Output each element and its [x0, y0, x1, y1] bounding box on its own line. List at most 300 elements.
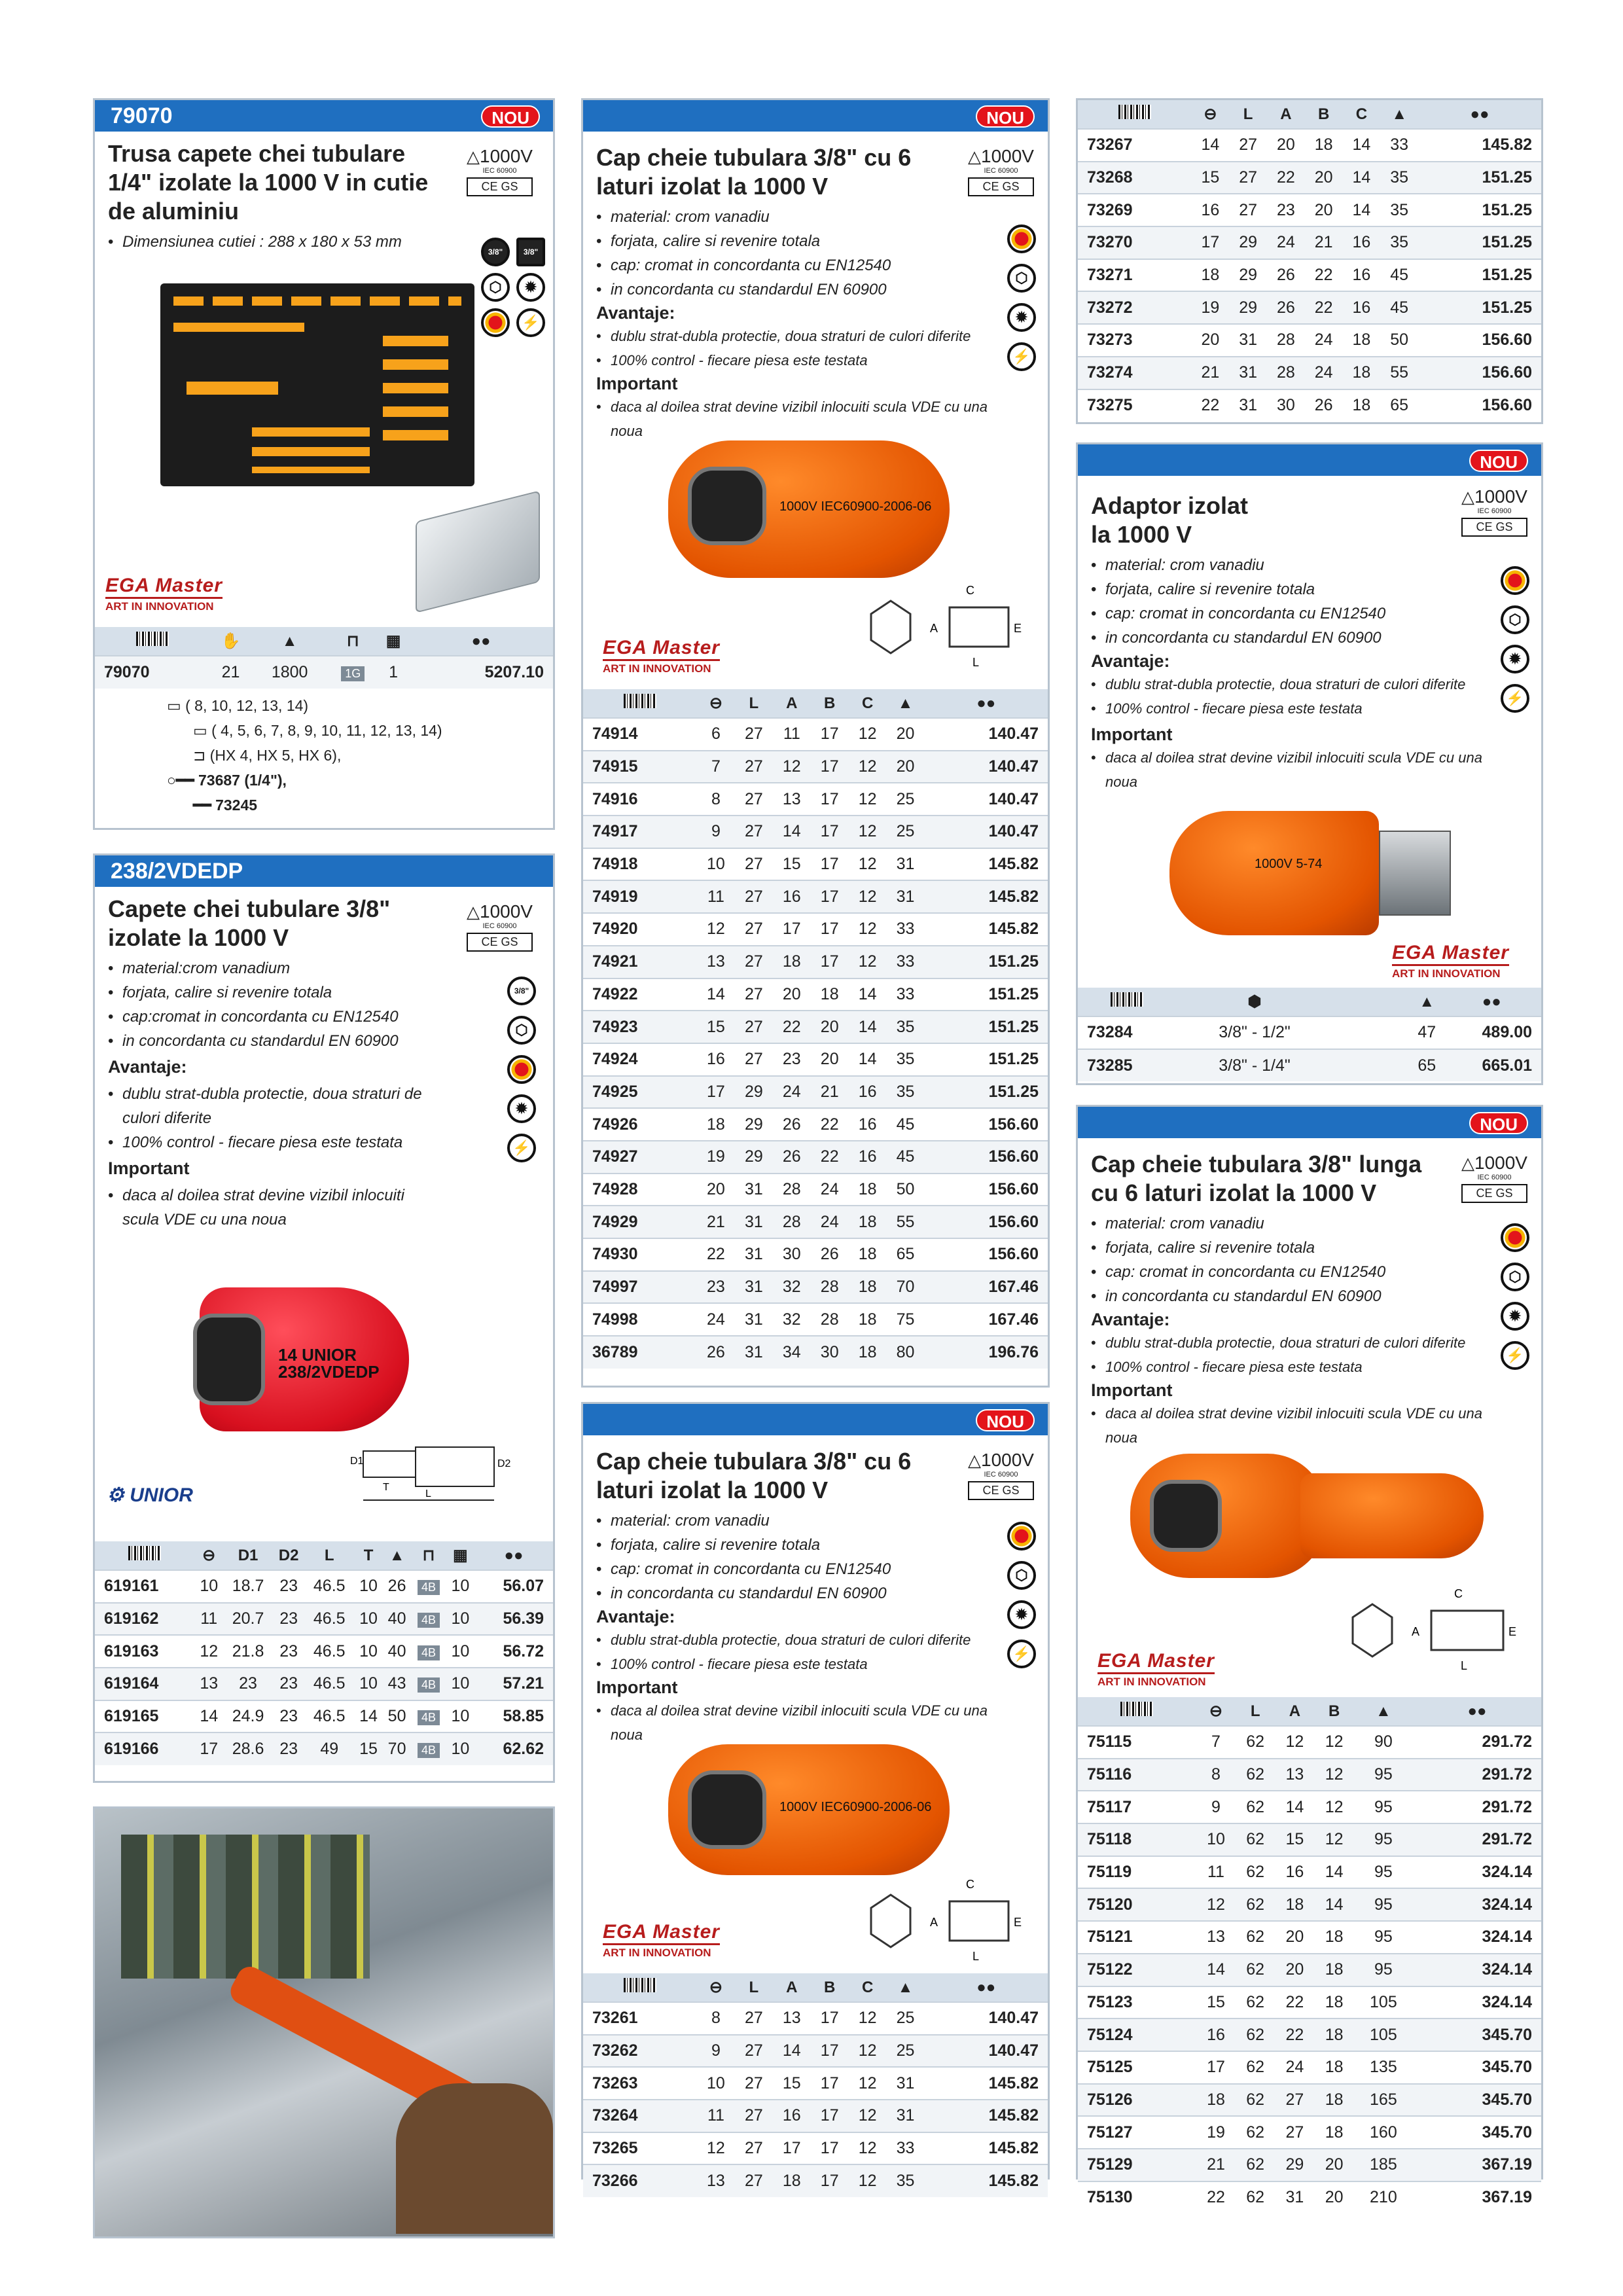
important-list	[583, 395, 1015, 443]
table-cell: 22	[1305, 291, 1343, 324]
table-cell: 26	[773, 1108, 811, 1141]
table-cell: 24	[1305, 324, 1343, 357]
double-layer-icon	[1501, 1223, 1529, 1252]
table-cell: 62	[1236, 1954, 1275, 1986]
table-cell: 23	[773, 1043, 811, 1076]
table-cell: 28	[773, 1206, 811, 1238]
list-item: ▭ ( 4, 5, 6, 7, 8, 9, 10, 11, 12, 13, 14)	[193, 722, 442, 739]
table-cell: 140.47	[925, 751, 1048, 783]
table-row[interactable]	[1078, 2051, 1541, 2084]
table-cell: 43	[383, 1668, 412, 1700]
table-cell: 489.00	[1442, 1016, 1541, 1049]
table-cell: 18	[1196, 2084, 1236, 2117]
table-cell: 18	[1315, 2116, 1354, 2149]
table-cell: 32	[773, 1303, 811, 1336]
table-cell: 33	[887, 946, 925, 978]
table-cell: 17	[1191, 226, 1229, 259]
table-cell: 95	[1354, 1954, 1413, 1986]
table-cell: 74921	[583, 946, 697, 978]
feature-item: • dublu strat-dubla protectie, doua straturi de culori diferite	[1091, 1331, 1484, 1355]
table-cell: 62	[1236, 1921, 1275, 1954]
table-row[interactable]: 79070 21 1800 1G 1 5207.10	[95, 656, 553, 689]
table-cell: 31	[887, 2067, 925, 2100]
table-cell: 73275	[1078, 389, 1191, 422]
table-cell: 324.14	[1413, 1888, 1541, 1921]
table-row[interactable]	[1078, 1954, 1541, 1986]
size-icon: ⊖	[697, 689, 735, 718]
feature-item: • cap: cromat in concordanta cu EN12540	[596, 1557, 976, 1581]
table-cell: 345.70	[1413, 2051, 1541, 2084]
table-cell: 28.6	[223, 1732, 273, 1765]
table-row[interactable]	[1078, 194, 1541, 226]
table-cell: 21	[811, 1076, 849, 1109]
table-cell: 62	[1236, 1856, 1275, 1889]
feature-item: • forjata, calire si revenire totala	[1091, 577, 1457, 601]
table-cell: 140.47	[925, 718, 1048, 751]
table-cell: 18	[1275, 1888, 1314, 1921]
table-cell: 31	[1229, 324, 1267, 357]
product-table: ⊖ L A B ▲ ●● 75115 7 62 12 12 90 291.72 75116 8 62 13 12 95 291.72 75117 9 62 14 12 95 291.72 75118 10 62 15 12 95 291.72 75119 11 62 16 14 95 324.14 75120 12 62 18 14 95 324.14 75121 13 62 20 18 95 324.14 75122 14 62 20 18 95 324.14 75123 15 62 22 18 105 324.14 75124 16 62 22 18 105 345.70 75125 17 62 24 18 135 345.70 75126 18 62 27 18 165 345.70 75127 19 62 27 18 160 345.70 75129 21 62 29 20 185 367.19 75130 22 62 31 20 210 367.19	[1078, 1697, 1541, 2214]
table-row[interactable]	[583, 816, 1048, 848]
feature-item: • 100% control - fiecare piesa este testata	[596, 348, 989, 372]
set-contents	[167, 693, 442, 817]
table-cell: 167.46	[925, 1271, 1048, 1304]
table-cell: 25	[887, 816, 925, 848]
table-cell: 12	[849, 913, 887, 946]
table-cell: 27	[1275, 2116, 1314, 2149]
table-row[interactable]	[583, 2132, 1048, 2165]
table-row[interactable]	[1078, 1759, 1541, 1791]
table-cell	[1333, 1016, 1412, 1049]
table-cell: 95	[1354, 1888, 1413, 1921]
svg-text:E: E	[1508, 1625, 1517, 1638]
table-row[interactable]	[583, 913, 1048, 946]
table-row[interactable]	[583, 1076, 1048, 1109]
table-cell: 95	[1354, 1921, 1413, 1954]
table-row[interactable]	[1078, 226, 1541, 259]
tested-icon: ⚡	[507, 1134, 536, 1162]
table-row[interactable]	[1078, 2116, 1541, 2149]
table-cell: 23	[697, 1271, 735, 1304]
table-cell: 62	[1236, 2018, 1275, 2051]
table-cell: 12	[849, 2100, 887, 2132]
table-row[interactable]	[1078, 1986, 1541, 2019]
panel-79070	[93, 98, 555, 830]
table-cell: 324.14	[1413, 1986, 1541, 2019]
table-cell: 18	[1315, 2018, 1354, 2051]
table-cell: 18	[1315, 1921, 1354, 1954]
table-row[interactable]	[1078, 259, 1541, 292]
table-row[interactable]	[583, 2002, 1048, 2035]
table-row[interactable]	[1078, 1856, 1541, 1889]
table-row[interactable]	[1078, 2181, 1541, 2214]
panel-header	[583, 100, 1048, 132]
feature-item: • daca al doilea strat devine vizibil inlocuiti scula VDE cu una noua	[1091, 745, 1497, 794]
table-row[interactable]	[583, 880, 1048, 913]
new-badge: NOU	[1469, 450, 1528, 472]
diameter-icon: ⊖	[194, 1541, 223, 1570]
box-icon: ⊓	[328, 627, 378, 656]
table-row[interactable]	[583, 783, 1048, 816]
table-cell: 135	[1354, 2051, 1413, 2084]
table-cell: 11	[1196, 1856, 1236, 1889]
table-cell: 12	[849, 2132, 887, 2165]
table-cell: 74914	[583, 718, 697, 751]
feature-item: • material: crom vanadiu	[1091, 553, 1457, 577]
ce-gs-icon: CE GS	[467, 177, 533, 196]
table-cell: 17	[773, 2132, 811, 2165]
table-cell: 12	[849, 751, 887, 783]
table-cell: 27	[735, 2164, 773, 2197]
table-cell: 80	[887, 1336, 925, 1369]
table-row[interactable]	[1078, 2084, 1541, 2117]
table-cell: 16	[1343, 226, 1381, 259]
table-cell: 29	[1229, 226, 1267, 259]
product-image: 1000V 5-74	[1169, 811, 1379, 935]
cert-1000v-icon: △1000V IEC 60900 CE GS	[1461, 486, 1527, 537]
table-cell: 291.72	[1413, 1759, 1541, 1791]
table-row[interactable]	[1078, 1726, 1541, 1759]
table-cell: 15	[1275, 1823, 1314, 1856]
svg-text:D2: D2	[497, 1458, 511, 1469]
table-cell: 40	[383, 1635, 412, 1668]
table-cell: 50	[1380, 324, 1418, 357]
important-heading: Important	[596, 1677, 678, 1697]
dimension-drawing-icon	[1340, 1578, 1529, 1683]
table-row[interactable]	[95, 1570, 553, 1603]
table-cell: 12	[849, 946, 887, 978]
table-cell: 45	[1380, 291, 1418, 324]
feature-item: • Dimensiunea cutiei : 288 x 180 x 53 mm	[108, 230, 540, 254]
table-cell: 24	[773, 1076, 811, 1109]
table-cell: 31	[1229, 357, 1267, 389]
table-cell: 10	[446, 1700, 475, 1733]
table-row[interactable]	[583, 1141, 1048, 1174]
list-item: ▭ ( 8, 10, 12, 13, 14)	[167, 697, 309, 714]
square-drive-icon: 3/8"	[507, 977, 536, 1005]
ega-master-logo: EGA Master ART IN INNOVATION	[1392, 942, 1509, 980]
table-cell: 15	[354, 1732, 383, 1765]
table-cell: 73267	[1078, 129, 1191, 162]
table-cell: 4B	[411, 1570, 446, 1603]
product-table	[95, 627, 553, 689]
feature-item: • forjata, calire si revenire totala	[1091, 1236, 1471, 1260]
table-row[interactable]	[1078, 1921, 1541, 1954]
table-row[interactable]	[583, 2100, 1048, 2132]
table-cell: 65	[1412, 1049, 1442, 1082]
table-cell: 26	[1267, 259, 1305, 292]
table-cell: 14	[1343, 129, 1381, 162]
table-row[interactable]	[1078, 162, 1541, 194]
table-cell: 30	[773, 1238, 811, 1271]
table-cell: 35	[1380, 194, 1418, 226]
usage-photo	[93, 1806, 555, 2238]
table-row[interactable]	[583, 1336, 1048, 1369]
table-cell: 4B	[411, 1668, 446, 1700]
table-cell: 74917	[583, 816, 697, 848]
feature-item: • daca al doilea strat devine vizibil inlocuiti scula VDE cu una noua	[108, 1183, 435, 1232]
table-row[interactable]	[583, 718, 1048, 751]
table-cell: 17	[773, 913, 811, 946]
table-cell: 17	[811, 2067, 849, 2100]
table-row[interactable]	[1078, 2018, 1541, 2051]
table-row[interactable]	[95, 1668, 553, 1700]
table-cell: 35	[887, 1043, 925, 1076]
table-cell: 31	[735, 1206, 773, 1238]
table-cell: 20	[1315, 2149, 1354, 2181]
table-row[interactable]	[95, 1603, 553, 1636]
table-cell: 20	[1267, 129, 1305, 162]
table-cell: 29	[1275, 2149, 1314, 2181]
table-cell: 31	[1229, 389, 1267, 422]
ega-master-logo: EGA Master ART IN INNOVATION	[1097, 1650, 1215, 1688]
table-row[interactable]	[583, 848, 1048, 881]
table-cell: 62	[1236, 2149, 1275, 2181]
gear-icon: ✹	[1501, 645, 1529, 673]
table-cell: 46.5	[304, 1570, 354, 1603]
table-row[interactable]	[583, 946, 1048, 978]
table-cell: 28	[1267, 324, 1305, 357]
advantages-list	[1078, 1331, 1497, 1379]
size-icon: ⊖	[1196, 1697, 1236, 1726]
table-cell: 73273	[1078, 324, 1191, 357]
ce-gs-icon: CE GS	[968, 1481, 1034, 1500]
feature-item: • daca al doilea strat devine vizibil inlocuiti scula VDE cu una noua	[1091, 1401, 1497, 1450]
table-cell: 10	[354, 1570, 383, 1603]
table-cell: 10	[446, 1570, 475, 1603]
table-cell: 45	[887, 1108, 925, 1141]
tested-icon: ⚡	[516, 308, 545, 337]
table-cell: 35	[887, 1011, 925, 1043]
table-cell: 25	[887, 2035, 925, 2068]
table-cell: 12	[1275, 1726, 1314, 1759]
table-cell: 18	[1315, 2084, 1354, 2117]
svg-text:T: T	[383, 1482, 389, 1493]
hexagon-icon: ⬡	[1501, 605, 1529, 634]
table-cell: 140.47	[925, 783, 1048, 816]
table-cell: 74925	[583, 1076, 697, 1109]
feature-item: • material: crom vanadiu	[596, 205, 976, 229]
product-table	[1078, 988, 1541, 1081]
table-cell: 75122	[1078, 1954, 1196, 1986]
panel-header	[1078, 1107, 1541, 1138]
feature-item: • in concordanta cu standardul EN 60900	[1091, 626, 1457, 650]
table-cell: 35	[887, 2164, 925, 2197]
tested-icon: ⚡	[1501, 1341, 1529, 1370]
table-cell: 156.60	[925, 1238, 1048, 1271]
important-list	[1078, 1401, 1510, 1450]
advantages-heading: Avantaje:	[1091, 1310, 1170, 1329]
price-icon: ●●	[925, 1973, 1048, 2002]
table-cell: 74916	[583, 783, 697, 816]
table-row[interactable]	[583, 2164, 1048, 2197]
table-cell: 23	[1267, 194, 1305, 226]
table-row[interactable]	[583, 751, 1048, 783]
feature-list	[583, 1505, 989, 1605]
product-title: Adaptor izolat la 1000 V	[1091, 492, 1248, 548]
table-cell: 26	[697, 1336, 735, 1369]
table-row[interactable]	[1078, 2149, 1541, 2181]
table-cell: 16	[697, 1043, 735, 1076]
feature-item: • 100% control - fiecare piesa este testata	[1091, 696, 1484, 721]
table-cell: 24	[1275, 2051, 1314, 2084]
table-cell: 4B	[411, 1700, 446, 1733]
feature-item: • in concordanta cu standardul EN 60900	[596, 278, 976, 302]
table-cell: 14	[1343, 162, 1381, 194]
table-cell: 16	[849, 1108, 887, 1141]
feature-item: • dublu strat-dubla protectie, doua straturi de culori diferite	[108, 1082, 448, 1130]
table-row[interactable]	[1078, 1016, 1541, 1049]
table-cell: 14	[849, 1043, 887, 1076]
table-row[interactable]	[583, 1108, 1048, 1141]
table-cell: 160	[1354, 2116, 1413, 2149]
table-row[interactable]	[583, 1238, 1048, 1271]
table-cell: 56.72	[474, 1635, 553, 1668]
svg-text:C: C	[966, 1878, 974, 1891]
table-cell: 165	[1354, 2084, 1413, 2117]
table-cell: 4B	[411, 1635, 446, 1668]
weight-icon: ▲	[887, 1973, 925, 2002]
table-cell: 31	[887, 848, 925, 881]
table-cell: 62	[1236, 2181, 1275, 2214]
weight-icon: ▲	[383, 1541, 412, 1570]
table-row[interactable]	[1078, 357, 1541, 389]
panel-long-socket	[1076, 1105, 1543, 2207]
svg-text:L: L	[425, 1488, 431, 1499]
feature-item: • cap:cromat in concordanta cu EN12540	[108, 1005, 540, 1029]
table-cell: 74997	[583, 1271, 697, 1304]
table-row[interactable]	[95, 1635, 553, 1668]
table-cell: 151.25	[925, 978, 1048, 1011]
table-cell: 145.82	[925, 2067, 1048, 2100]
table-cell: 27	[735, 783, 773, 816]
table-cell: 22	[773, 1011, 811, 1043]
table-row[interactable]	[1078, 1888, 1541, 1921]
weight-icon: ▲	[1380, 100, 1418, 129]
product-table: ⊖ L A B C ▲ ●● 73261 8 27 13 17 12 25 140.47 73262 9 27 14 17 12 25 140.47 73263 10 27 15 17 12 31 145.82 73264 11 27 16 17 12 31 145.82 73265 12 27 17 17 12 33 145.82 73266 13 27 18 17 12 35 145.82	[583, 1973, 1048, 2197]
table-cell: 26	[1305, 389, 1343, 422]
svg-text:L: L	[972, 656, 980, 669]
table-row[interactable]	[583, 2067, 1048, 2100]
table-row[interactable]	[1078, 324, 1541, 357]
table-cell: 18	[697, 1108, 735, 1141]
table-cell: 27	[735, 718, 773, 751]
table-cell: 3/8" - 1/4"	[1176, 1049, 1333, 1082]
feature-list	[95, 952, 553, 1053]
feature-item: • forjata, calire si revenire totala	[108, 980, 540, 1005]
table-row[interactable]	[583, 1303, 1048, 1336]
feature-item: • dublu strat-dubla protectie, doua straturi de culori diferite	[1091, 672, 1484, 696]
table-row[interactable]	[583, 1043, 1048, 1076]
feature-item: • cap: cromat in concordanta cu EN12540	[596, 253, 976, 278]
table-row[interactable]	[1078, 1049, 1541, 1082]
table-cell: 10	[446, 1635, 475, 1668]
table-cell: 20	[811, 1043, 849, 1076]
table-row[interactable]	[583, 1206, 1048, 1238]
dimension-drawing-icon	[344, 1444, 514, 1510]
table-cell: 324.14	[1413, 1954, 1541, 1986]
table-cell: 18	[849, 1174, 887, 1206]
table-row[interactable]	[95, 1732, 553, 1765]
tested-icon: ⚡	[1501, 684, 1529, 713]
table-cell: 74926	[583, 1108, 697, 1141]
table-cell: 151.25	[925, 1076, 1048, 1109]
table-cell: 18	[849, 1336, 887, 1369]
table-cell: 345.70	[1413, 2018, 1541, 2051]
table-cell: 13	[1275, 1759, 1314, 1791]
table-cell: 62	[1236, 1726, 1275, 1759]
table-row[interactable]	[1078, 1823, 1541, 1856]
hexagon-icon: ⬡	[481, 273, 510, 302]
table-row[interactable]	[583, 978, 1048, 1011]
table-row[interactable]	[583, 1011, 1048, 1043]
price-icon: ●●	[1442, 988, 1541, 1016]
weight-icon: ▲	[887, 689, 925, 718]
table-cell: 27	[735, 978, 773, 1011]
table-cell: 27	[735, 946, 773, 978]
table-row[interactable]	[583, 1271, 1048, 1304]
list-item: ━━ 73245	[193, 797, 258, 814]
table-row[interactable]	[583, 1174, 1048, 1206]
table-cell: 145.82	[925, 2100, 1048, 2132]
table-cell: 10	[354, 1603, 383, 1636]
table-cell: 22	[1196, 2181, 1236, 2214]
table-cell: 15	[1191, 162, 1229, 194]
ega-master-logo: EGA Master ART IN INNOVATION	[603, 1921, 720, 1959]
new-badge: NOU	[481, 105, 540, 128]
table-cell: 55	[887, 1206, 925, 1238]
table-row[interactable]	[1078, 291, 1541, 324]
hexagon-icon: ⬡	[1007, 1561, 1036, 1590]
table-cell: 62	[1236, 2051, 1275, 2084]
table-cell: 27	[735, 1011, 773, 1043]
table-row[interactable]	[95, 1700, 553, 1733]
table-cell: 345.70	[1413, 2084, 1541, 2117]
double-layer-icon	[481, 308, 510, 337]
barcode-icon	[1078, 988, 1176, 1016]
table-cell: 22	[697, 1238, 735, 1271]
table-row[interactable]	[1078, 389, 1541, 422]
table-cell: 26	[383, 1570, 412, 1603]
table-cell: 21.8	[223, 1635, 273, 1668]
feature-list	[1078, 1208, 1484, 1308]
table-cell: 24.9	[223, 1700, 273, 1733]
table-cell: 62.62	[474, 1732, 553, 1765]
table-cell: 33	[887, 913, 925, 946]
table-cell: 27	[735, 1043, 773, 1076]
table-row[interactable]	[1078, 129, 1541, 162]
table-cell: 619163	[95, 1635, 194, 1668]
table-cell: 18	[773, 946, 811, 978]
panel-header	[583, 1404, 1048, 1435]
table-cell: 17	[811, 783, 849, 816]
panel-header	[1078, 444, 1541, 476]
product-title: Capete chei tubulare 3/8" izolate la 1000 V	[108, 895, 391, 951]
table-row[interactable]	[1078, 1791, 1541, 1823]
table-cell: 156.60	[1418, 389, 1541, 422]
table-cell: 73261	[583, 2002, 697, 2035]
barcode-icon	[583, 689, 697, 718]
table-cell: 74928	[583, 1174, 697, 1206]
table-cell: 31	[887, 2100, 925, 2132]
table-cell: 20	[1275, 1954, 1314, 1986]
table-row[interactable]	[583, 2035, 1048, 2068]
product-image: 1000V IEC60900-2006-06	[668, 440, 950, 578]
table-cell: 24	[697, 1303, 735, 1336]
table-cell: 14	[354, 1700, 383, 1733]
table-cell: 11	[194, 1603, 223, 1636]
table-cell: 4B	[411, 1732, 446, 1765]
